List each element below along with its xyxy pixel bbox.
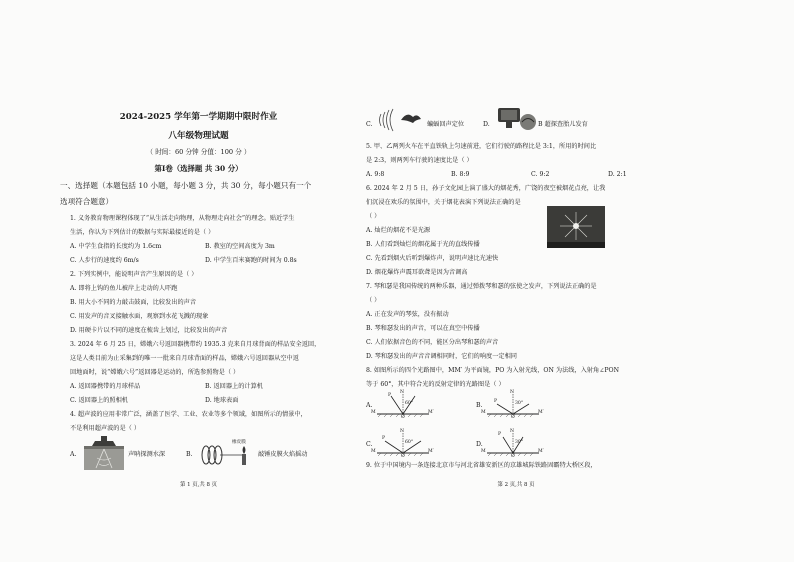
q4-option-a-letter: A. — [70, 451, 77, 458]
exam-subtitle: 八年级物理试题 — [168, 131, 229, 141]
diagram-d-label-m: M — [481, 449, 486, 454]
question-7: 7. 琴和瑟是我国传统的两种乐器，通过弹拨琴和瑟的弦使之发声，下列说法正确的是 — [366, 283, 597, 290]
q6-option-b: B. 人们看到灿烂的烟花属于光的直线传播 — [366, 241, 480, 248]
question-4-line2: 不是利用超声波的是（ ） — [70, 425, 141, 432]
q1-option-c: C. 人步行的速度约 6m/s — [70, 257, 139, 264]
diagram-b-label-p: P — [494, 399, 498, 404]
question-5: 5. 甲、乙两列火车在平直铁轨上匀速前进，它们行驶的路程比是 3:1，所用的时间比 — [366, 143, 597, 150]
right-page — [366, 0, 794, 562]
question-1: 1. 义务教育物理课程体现了“从生活走向物理，从物理走向社会”的理念。贴近学生 — [70, 215, 295, 222]
question-3-line2: 这是人类目前为止采集到的唯一一批来自月球背面的样品，嫦娥六号返回器从空中返 — [70, 355, 299, 362]
diagram-c-angle: 60° — [405, 440, 414, 445]
q7-option-d: D. 琴和瑟发出的声音音调相同时，它们的响度一定相同 — [366, 353, 517, 360]
q3-option-c: C. 返回器上的照相机 — [70, 397, 128, 404]
diagram-a-label-m: M — [371, 410, 376, 415]
diagram-a-label-m2: M′ — [428, 410, 434, 415]
question-6-line3: （ ） — [366, 213, 381, 220]
q2-option-c: C. 用发声的音叉接触水面，观察到水花飞溅的现象 — [70, 313, 209, 320]
diagram-d-label-n: N — [510, 429, 515, 434]
q6-option-d: D. 烟花爆炸声震耳欲聋是因为音调高 — [366, 269, 468, 276]
q5-option-d: D. 2:1 — [608, 171, 627, 178]
diagram-d-label-p: P — [498, 432, 502, 437]
q3-option-d: D. 地球表面 — [205, 397, 239, 404]
bat-echolocation-image — [377, 107, 425, 133]
question-3: 3. 2024 年 6 月 25 日，嫦娥六号返回器携带约 1935.3 克来自月球背面的样品安全返回， — [70, 341, 321, 348]
diagram-c-label-p: P — [382, 436, 386, 441]
question-6: 6. 2024 年 2 月 5 日，孙子文化园上演了盛大的烟花秀，广饶的夜空被烟花点亮，让我 — [366, 185, 606, 192]
q1-option-a: A. 中学生食指的长度约为 1.6cm — [70, 243, 162, 250]
question-2: 2. 下列实例中，能说明声音产生原因的是（ ） — [70, 271, 198, 278]
diagram-a-angle: 60° — [405, 401, 414, 406]
question-4: 4. 超声波的应用非常广泛，涵盖了医学、工业、农业等多个领域，如图所示的情景中， — [70, 411, 307, 418]
exam-meta: （ 时间：60 分钟 分值：100 分 ） — [146, 148, 251, 156]
section-heading: 第Ⅰ卷（选择题 共 30 分） — [154, 164, 243, 173]
q7-option-b: B. 琴和瑟发出的声音，可以在真空中传播 — [366, 325, 480, 332]
q1-option-d: D. 中学生百米赛跑的时间为 0.8s — [205, 257, 297, 264]
q8-option-d-letter: D. — [476, 441, 483, 448]
question-7-line2: （ ） — [366, 297, 381, 304]
q4-option-d-letter: D. — [483, 121, 490, 128]
q4-option-c-letter: C. — [366, 121, 373, 128]
diagram-b-label-m2: M′ — [538, 410, 544, 415]
q8-option-c-letter: C. — [366, 441, 373, 448]
q2-option-b: B. 用大小不同的力敲击鼓面，比较发出的声音 — [70, 299, 197, 306]
diagram-a-label-p: P — [388, 393, 392, 398]
q5-option-a: A. 9:8 — [366, 171, 385, 178]
diagram-a-label-o: O — [401, 415, 405, 420]
section-intro: 一、选择题（本题包括 10 小题，每小题 3 分，共 30 分，每小题只有一个 — [60, 181, 312, 190]
q7-option-c: C. 人们依据音色的不同，能区分出琴和瑟的声音 — [366, 339, 499, 346]
page-footer: 第 1 页,共 8 页 — [180, 482, 217, 488]
q4-b-figure-label: 橡皮膜 — [232, 440, 246, 445]
q2-option-d: D. 用硬卡片以不同的速度在梳齿上划过，比较发出的声音 — [70, 327, 228, 334]
exam-title: 2024-2025 学年第一学期期中限时作业 — [119, 112, 278, 122]
sonar-ship-image — [84, 434, 124, 470]
q7-option-a: A. 正在发声的琴弦，没有振动 — [366, 311, 449, 318]
diagram-d-label-o: O — [511, 454, 515, 459]
diagram-c-label-m: M — [371, 449, 376, 454]
q6-option-a: A. 灿烂的烟花不是光源 — [366, 227, 431, 234]
q4-option-d-text: B 超探查胎儿发育 — [538, 121, 588, 128]
diagram-b-angle: 30° — [515, 401, 524, 406]
question-8: 8. 如图所示的四个光路图中，MM′ 为平面镜，PO 为入射光线，ON 为法线，入射角∠PON — [366, 367, 620, 374]
diagram-c-label-m2: M′ — [428, 449, 434, 454]
q2-option-a: A. 即将上钩的鱼儿被岸上走动的人吓跑 — [70, 285, 178, 292]
q4-option-c-text: 蝙蝠回声定位 — [427, 121, 465, 128]
question-5-line2: 是 2:3，则两列车行驶的速度比是（ ） — [366, 157, 473, 164]
q5-option-c: C. 9:2 — [531, 171, 550, 178]
question-9: 9. 位于中国境内一条连接北京市与河北省雄安新区的京雄城际铁路固霸特大桥区段， — [366, 462, 597, 469]
q6-option-c: C. 先看到烟火后听到爆炸声，说明声速比光速快 — [366, 255, 499, 262]
diagram-b-label-o: O — [511, 415, 515, 420]
question-6-line2: 们沉浸在欢乐的氛围中，关于烟花表演下列说法正确的是 — [366, 199, 521, 206]
diagram-d-angle: 30° — [515, 440, 524, 445]
diagram-c-label-o: O — [401, 454, 405, 459]
question-8-line2: 等于 60°，其中符合光的反射定律的光路图是（ ） — [366, 381, 505, 388]
q3-option-b: B. 返回器上的计算机 — [205, 383, 263, 390]
question-1-line2: 生活，你认为下列估计的数据与实际最接近的是（ ） — [70, 229, 215, 236]
diagram-d-label-m2: M′ — [538, 449, 544, 454]
q8-option-b-letter: B. — [476, 402, 483, 409]
fireworks-photo — [547, 206, 605, 248]
q5-option-b: B. 8:9 — [451, 171, 470, 178]
q8-option-a-letter: A. — [366, 402, 373, 409]
diagram-b-label-n: N — [510, 390, 515, 395]
question-3-line3: 回地面时，说“嫦娥六号”返回器是运动的，所选参照物是（ ） — [70, 369, 240, 376]
diagram-a-label-n: N — [400, 390, 405, 395]
diagram-b-label-m: M — [481, 410, 486, 415]
q4-option-b-text: 敲锤皮膜火焰摇动 — [258, 451, 308, 458]
q4-option-b-letter: B. — [186, 451, 193, 458]
ultrasound-device-image — [496, 106, 538, 132]
q4-option-a-text: 声呐探测水深 — [128, 451, 166, 458]
diagram-c-label-n: N — [400, 429, 405, 434]
section-intro-2: 选项符合题意） — [60, 197, 114, 206]
q3-option-a: A. 返回器携带的月球样品 — [70, 383, 141, 390]
page-footer: 第 2 页,共 8 页 — [497, 482, 535, 488]
q1-option-b: B. 教室的空间高度为 3m — [205, 243, 275, 250]
